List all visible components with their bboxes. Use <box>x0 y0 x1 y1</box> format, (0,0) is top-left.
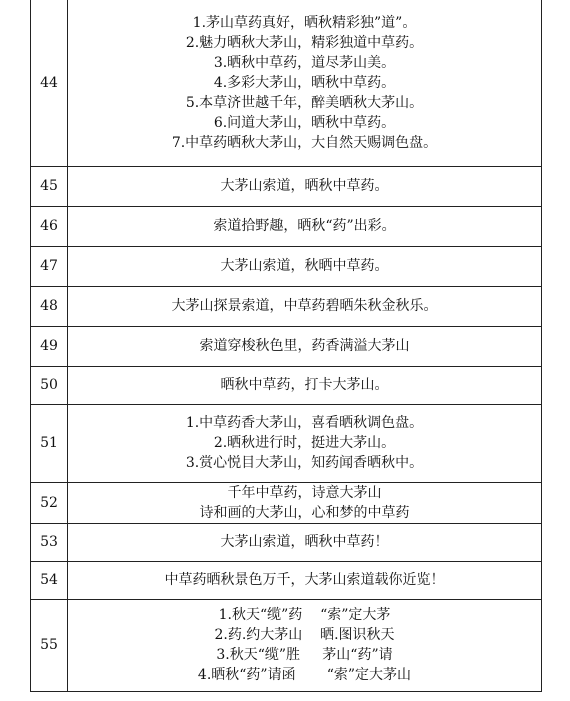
slogan-line: 2.魅力晒秋大茅山，精彩独道中草药。 <box>185 34 424 51</box>
slogan-line: 千年中草药，诗意大茅山 <box>227 484 382 501</box>
row-number: 50 <box>31 366 68 404</box>
table-row <box>31 166 542 206</box>
slogan-line: 诗和画的大茅山，心和梦的中草药 <box>199 504 410 521</box>
slogan-cell <box>68 246 542 286</box>
slogan-cell <box>68 366 542 404</box>
row-number: 49 <box>31 326 68 366</box>
slogan-cell <box>68 0 542 166</box>
slogan-line: 中草药晒秋景色万千，大茅山索道载你近览！ <box>164 572 445 588</box>
row-number: 46 <box>31 206 68 246</box>
row-number: 48 <box>31 286 68 326</box>
row-number: 54 <box>31 561 68 599</box>
slogan-cell <box>68 206 542 246</box>
slogan-line: 索道拾野趣，晒秋“药”出彩。 <box>213 218 396 234</box>
table-row <box>31 599 542 691</box>
table-row <box>31 366 542 404</box>
slogan-line: 4.晒秋“药”请函 “索”定大茅山 <box>197 667 412 683</box>
row-number: 47 <box>31 246 68 286</box>
slogan-line: 大茅山索道，晒秋中草药。 <box>220 178 389 194</box>
row-number: 51 <box>31 404 68 482</box>
slogan-line: 索道穿梭秋色里，药香满溢大茅山 <box>199 338 410 354</box>
table-row <box>31 561 542 599</box>
table-row <box>31 482 542 523</box>
slogan-line: 3.晒秋中草药，道尽茅山美。 <box>213 54 396 71</box>
slogan-line: 4.多彩大茅山，晒秋中草药。 <box>213 74 396 91</box>
slogan-line: 6.问道大茅山，晒秋中草药。 <box>213 114 396 131</box>
row-number: 44 <box>31 0 68 166</box>
slogan-line: 5.本草济世越千年，醉美晒秋大茅山。 <box>185 94 424 111</box>
slogan-line: 大茅山索道，晒秋中草药！ <box>220 534 389 550</box>
slogan-cell <box>68 286 542 326</box>
slogan-cell <box>68 523 542 561</box>
slogan-line: 7.中草药晒秋大茅山，大自然天赐调色盘。 <box>171 134 438 151</box>
slogan-cell <box>68 166 542 206</box>
slogan-line: 大茅山索道，秋晒中草药。 <box>220 258 389 274</box>
row-number: 53 <box>31 523 68 561</box>
slogan-line: 大茅山探景索道，中草药碧晒朱秋金秋乐。 <box>171 298 438 314</box>
slogan-line: 1.秋天“缆”药 “索”定大茅 <box>218 607 391 623</box>
slogan-line: 2.晒秋进行时，挺进大茅山。 <box>213 435 396 451</box>
table-row <box>31 326 542 366</box>
slogan-line: 3.秋天“缆”胜 茅山“药”请 <box>216 647 393 663</box>
table-row <box>31 246 542 286</box>
table-body <box>31 0 542 691</box>
slogan-table <box>30 0 542 692</box>
slogan-cell <box>68 599 542 691</box>
slogan-cell <box>68 561 542 599</box>
row-number: 45 <box>31 166 68 206</box>
table-row <box>31 206 542 246</box>
slogan-cell <box>68 404 542 482</box>
table-row <box>31 523 542 561</box>
table-row <box>31 286 542 326</box>
table-row <box>31 404 542 482</box>
slogan-cell <box>68 326 542 366</box>
slogan-cell <box>68 482 542 523</box>
slogan-line: 2.药.约大茅山 晒.图识秋天 <box>214 627 395 643</box>
slogan-line: 1.茅山草药真好，晒秋精彩独”道”。 <box>192 14 417 31</box>
slogan-line: 晒秋中草药，打卡大茅山。 <box>220 377 389 393</box>
row-number: 52 <box>31 482 68 523</box>
table-row <box>31 0 542 166</box>
slogan-line: 1.中草药香大茅山，喜看晒秋调色盘。 <box>185 415 424 431</box>
slogan-line: 3.赏心悦目大茅山，知药闻香晒秋中。 <box>185 455 424 471</box>
row-number: 55 <box>31 599 68 691</box>
